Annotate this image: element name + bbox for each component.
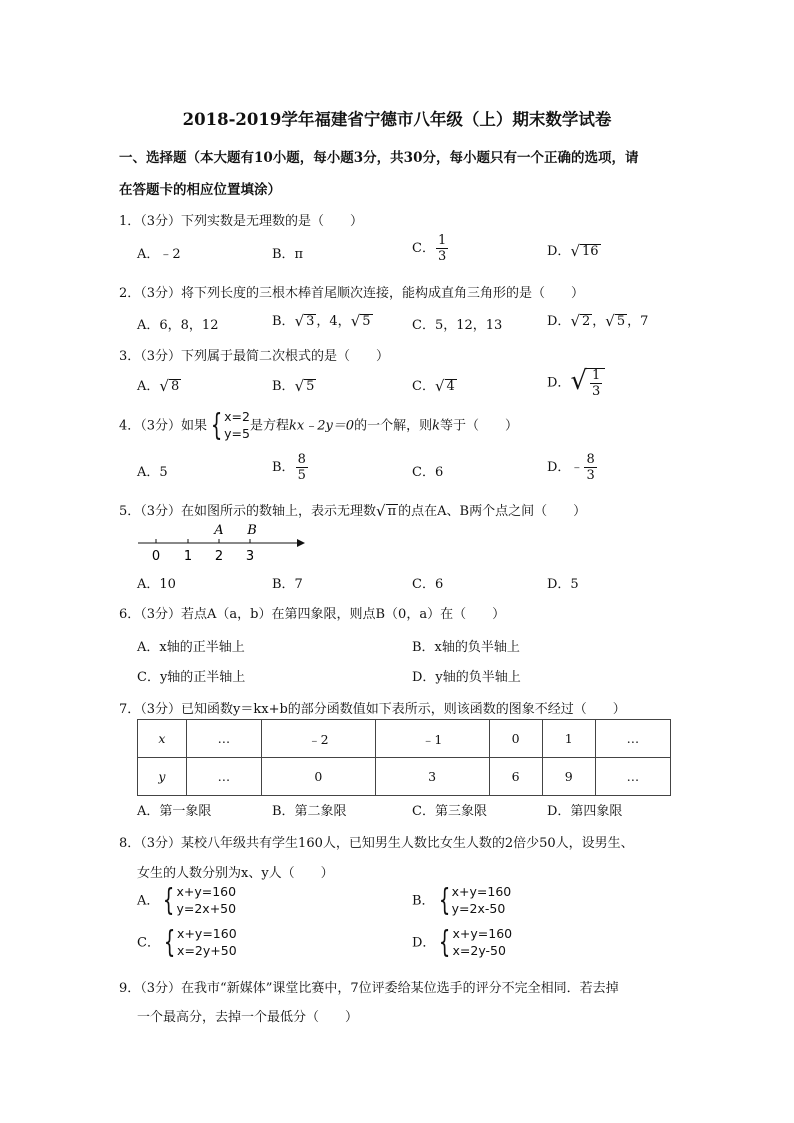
radicand: 5 bbox=[616, 313, 626, 329]
table-cell: 6 bbox=[489, 758, 542, 796]
equation-2: x=2y+50 bbox=[177, 942, 237, 958]
separator: ， bbox=[592, 314, 606, 329]
function-value-table bbox=[137, 719, 671, 796]
question-7-stem: 7．（3分）已知函数y＝kx+b的部分函数值如下表所示，则该函数的图象不经过（ ） bbox=[119, 702, 626, 717]
equation-2: y=2x+50 bbox=[176, 900, 237, 916]
equation-2: x=2y-50 bbox=[452, 942, 506, 958]
table-cell: 3 bbox=[375, 758, 489, 796]
q6-option-c: C．y轴的正半轴上 bbox=[137, 670, 246, 685]
q7-option-a: A．第一象限 bbox=[137, 804, 212, 819]
question-2-stem: 2．（3分）将下列长度的三根木棒首尾顺次连接，能构成直角三角形的是（ ） bbox=[119, 286, 585, 301]
q7-option-b: B．第二象限 bbox=[272, 804, 347, 819]
sqrt-pi: √ π bbox=[376, 501, 397, 520]
sqrt: √ 2 bbox=[570, 311, 591, 330]
q8-option-b: B． { x+y=160 y=2x-50 bbox=[412, 882, 512, 918]
question-4-stem bbox=[119, 409, 518, 443]
tick-label-0: 0 bbox=[151, 549, 161, 564]
sqrt: √ 8 bbox=[159, 376, 180, 395]
q5-prefix: 5．（3分）在如图所示的数轴上，表示无理数 bbox=[119, 504, 377, 519]
question-9-stem-line2: 一个最高分，去掉一个最低分（ ） bbox=[137, 1010, 359, 1025]
table-cell: ﹣2 bbox=[262, 720, 376, 758]
equation-1: x+y=160 bbox=[177, 926, 237, 941]
number-line bbox=[135, 520, 305, 566]
equation-1: x+y=160 bbox=[452, 926, 513, 941]
table-row-x bbox=[138, 720, 671, 758]
radicand: 3 bbox=[306, 313, 315, 329]
q4-option-a: A．5 bbox=[137, 465, 168, 480]
table-cell: 1 bbox=[542, 720, 595, 758]
question-8-stem-line2: 女生的人数分别为x、y人（ ） bbox=[137, 866, 334, 881]
radicand: 16 bbox=[582, 243, 599, 259]
label: A． bbox=[137, 379, 160, 394]
q1-option-c bbox=[412, 234, 449, 263]
table-cell: 0 bbox=[489, 720, 542, 758]
q7-option-d: D．第四象限 bbox=[547, 804, 623, 819]
tail: ，7 bbox=[627, 314, 649, 329]
q2-option-a: A．6，8，12 bbox=[137, 318, 219, 333]
table-cell: x bbox=[138, 720, 187, 758]
radicand: π bbox=[387, 503, 397, 519]
q5-option-d: D．5 bbox=[547, 577, 579, 592]
q4-post2: 等于（ ） bbox=[440, 418, 519, 434]
label: B． bbox=[272, 460, 295, 475]
table-cell: … bbox=[595, 758, 670, 796]
numerator: 1 bbox=[592, 368, 601, 383]
label: B． bbox=[412, 893, 435, 909]
label: B． bbox=[272, 379, 295, 394]
table-cell: 0 bbox=[262, 758, 376, 796]
separator: ，4， bbox=[316, 314, 351, 329]
q1-c-label: C． bbox=[412, 241, 435, 256]
q2-option-d bbox=[547, 310, 648, 329]
q2-option-c: C．5，12，13 bbox=[412, 318, 503, 333]
question-1-stem: 1．（3分）下列实数是无理数的是（ ） bbox=[119, 214, 364, 229]
equation-2: y=2x-50 bbox=[451, 900, 506, 916]
equation-1: x=2 bbox=[224, 409, 250, 424]
point-a-label: A bbox=[214, 523, 224, 538]
section-heading-line2: 在答题卡的相应位置填涂） bbox=[119, 182, 281, 198]
denominator: 5 bbox=[297, 468, 306, 483]
question-8-stem-line1: 8．（3分）某校八年级共有学生160人，已知男生人数比女生人数的2倍少50人，设男生、 bbox=[119, 836, 634, 851]
label: A． bbox=[137, 893, 160, 909]
radicand: 8 bbox=[170, 378, 180, 394]
q4-option-d bbox=[547, 453, 598, 482]
q1-option-b: B．π bbox=[272, 247, 304, 262]
sqrt: √ 3 bbox=[294, 311, 315, 330]
equation-system: { x=2 y=5 bbox=[210, 407, 250, 443]
equation-2: y=5 bbox=[224, 425, 250, 441]
q4-option-b bbox=[272, 453, 309, 482]
table-row-y bbox=[138, 758, 671, 796]
label: D． bbox=[547, 314, 571, 329]
q4-k: k bbox=[432, 418, 440, 434]
numerator: 1 bbox=[437, 233, 447, 248]
table-cell: 9 bbox=[542, 758, 595, 796]
q8-option-d: D． { x+y=160 x=2y-50 bbox=[412, 924, 513, 960]
section-heading-line1: 一、选择题（本大题有10小题，每小题3分，共30分，每小题只有一个正确的选项，请 bbox=[119, 150, 639, 166]
equation-1: x+y=160 bbox=[451, 884, 512, 899]
q1-c-fraction bbox=[436, 234, 448, 263]
label: D． bbox=[412, 935, 436, 951]
q6-option-b: B．x轴的负半轴上 bbox=[412, 640, 520, 655]
q4-option-c: C．6 bbox=[412, 465, 444, 480]
table-cell: … bbox=[186, 758, 261, 796]
label: C． bbox=[137, 935, 160, 951]
label: C． bbox=[412, 379, 435, 394]
equation-1: x+y=160 bbox=[176, 884, 237, 899]
question-3-stem: 3．（3分）下列属于最简二次根式的是（ ） bbox=[119, 349, 390, 364]
q5-option-b: B．7 bbox=[272, 577, 303, 592]
denominator: 3 bbox=[592, 384, 601, 399]
q5-option-a: A．10 bbox=[137, 577, 176, 592]
q1-option-d bbox=[547, 240, 601, 259]
radicand: 5 bbox=[306, 378, 315, 394]
q4-prefix: 4．（3分）如果 bbox=[119, 418, 208, 434]
numerator: 8 bbox=[297, 452, 306, 467]
page-title: 2018-2019学年福建省宁德市八年级（上）期末数学试卷 bbox=[182, 110, 612, 129]
q3-option-a bbox=[137, 375, 181, 394]
question-9-stem-line1: 9．（3分）在我市“新媒体”课堂比赛中，7位评委给某位选手的评分不完全相同．若去掉 bbox=[119, 981, 619, 996]
q3-option-c bbox=[412, 375, 457, 394]
table-cell: y bbox=[138, 758, 187, 796]
point-b-label: B bbox=[247, 523, 257, 538]
q8-option-a: A． { x+y=160 y=2x+50 bbox=[137, 882, 237, 918]
fraction bbox=[584, 453, 596, 482]
sqrt: √ 5 bbox=[294, 376, 315, 395]
q5-option-c: C．6 bbox=[412, 577, 444, 592]
arrow-head bbox=[297, 539, 305, 547]
label: B． bbox=[272, 314, 295, 329]
q1-option-a: A．﹣2 bbox=[137, 247, 181, 262]
sqrt: √ 5 bbox=[350, 311, 371, 330]
table-cell: ﹣1 bbox=[375, 720, 489, 758]
label: D． bbox=[547, 375, 571, 391]
radicand: 4 bbox=[446, 378, 455, 394]
q4-post1: 的一个解，则 bbox=[354, 418, 433, 434]
q5-suffix: 的点在A、B两个点之间（ ） bbox=[398, 504, 587, 519]
denominator: 3 bbox=[586, 468, 595, 483]
q4-equation: kx﹣2y＝0 bbox=[288, 418, 355, 434]
radicand: 2 bbox=[582, 313, 591, 329]
tick-label-2: 2 bbox=[214, 549, 224, 564]
q2-option-b bbox=[272, 310, 373, 329]
fraction bbox=[296, 453, 308, 482]
denominator: 3 bbox=[437, 249, 447, 264]
q4-mid: 是方程 bbox=[249, 418, 289, 434]
sqrt-fraction: √ $\frac{1}{3}$ bbox=[570, 368, 605, 398]
question-5-stem bbox=[119, 500, 586, 519]
question-6-stem: 6．（3分）若点A（a，b）在第四象限，则点B（0，a）在（ ） bbox=[119, 607, 506, 622]
table-cell: … bbox=[186, 720, 261, 758]
q3-option-d bbox=[547, 368, 605, 398]
table-cell: … bbox=[595, 720, 670, 758]
q8-option-c: C． { x+y=160 x=2y+50 bbox=[137, 924, 237, 960]
q1-d-label: D． bbox=[547, 244, 571, 259]
sqrt: √ 5 bbox=[605, 311, 626, 330]
numerator: 8 bbox=[586, 452, 595, 467]
tick-label-3: 3 bbox=[245, 549, 255, 564]
sqrt: √ 16 bbox=[570, 241, 599, 260]
q6-option-d: D．y轴的负半轴上 bbox=[412, 670, 521, 685]
q7-option-c: C．第三象限 bbox=[412, 804, 487, 819]
q6-option-a: A．x轴的正半轴上 bbox=[137, 640, 245, 655]
q3-option-b bbox=[272, 375, 316, 394]
label: D．﹣ bbox=[547, 460, 584, 475]
tick-label-1: 1 bbox=[183, 549, 193, 564]
radicand: 5 bbox=[362, 313, 371, 329]
sqrt: √ 4 bbox=[434, 376, 455, 395]
